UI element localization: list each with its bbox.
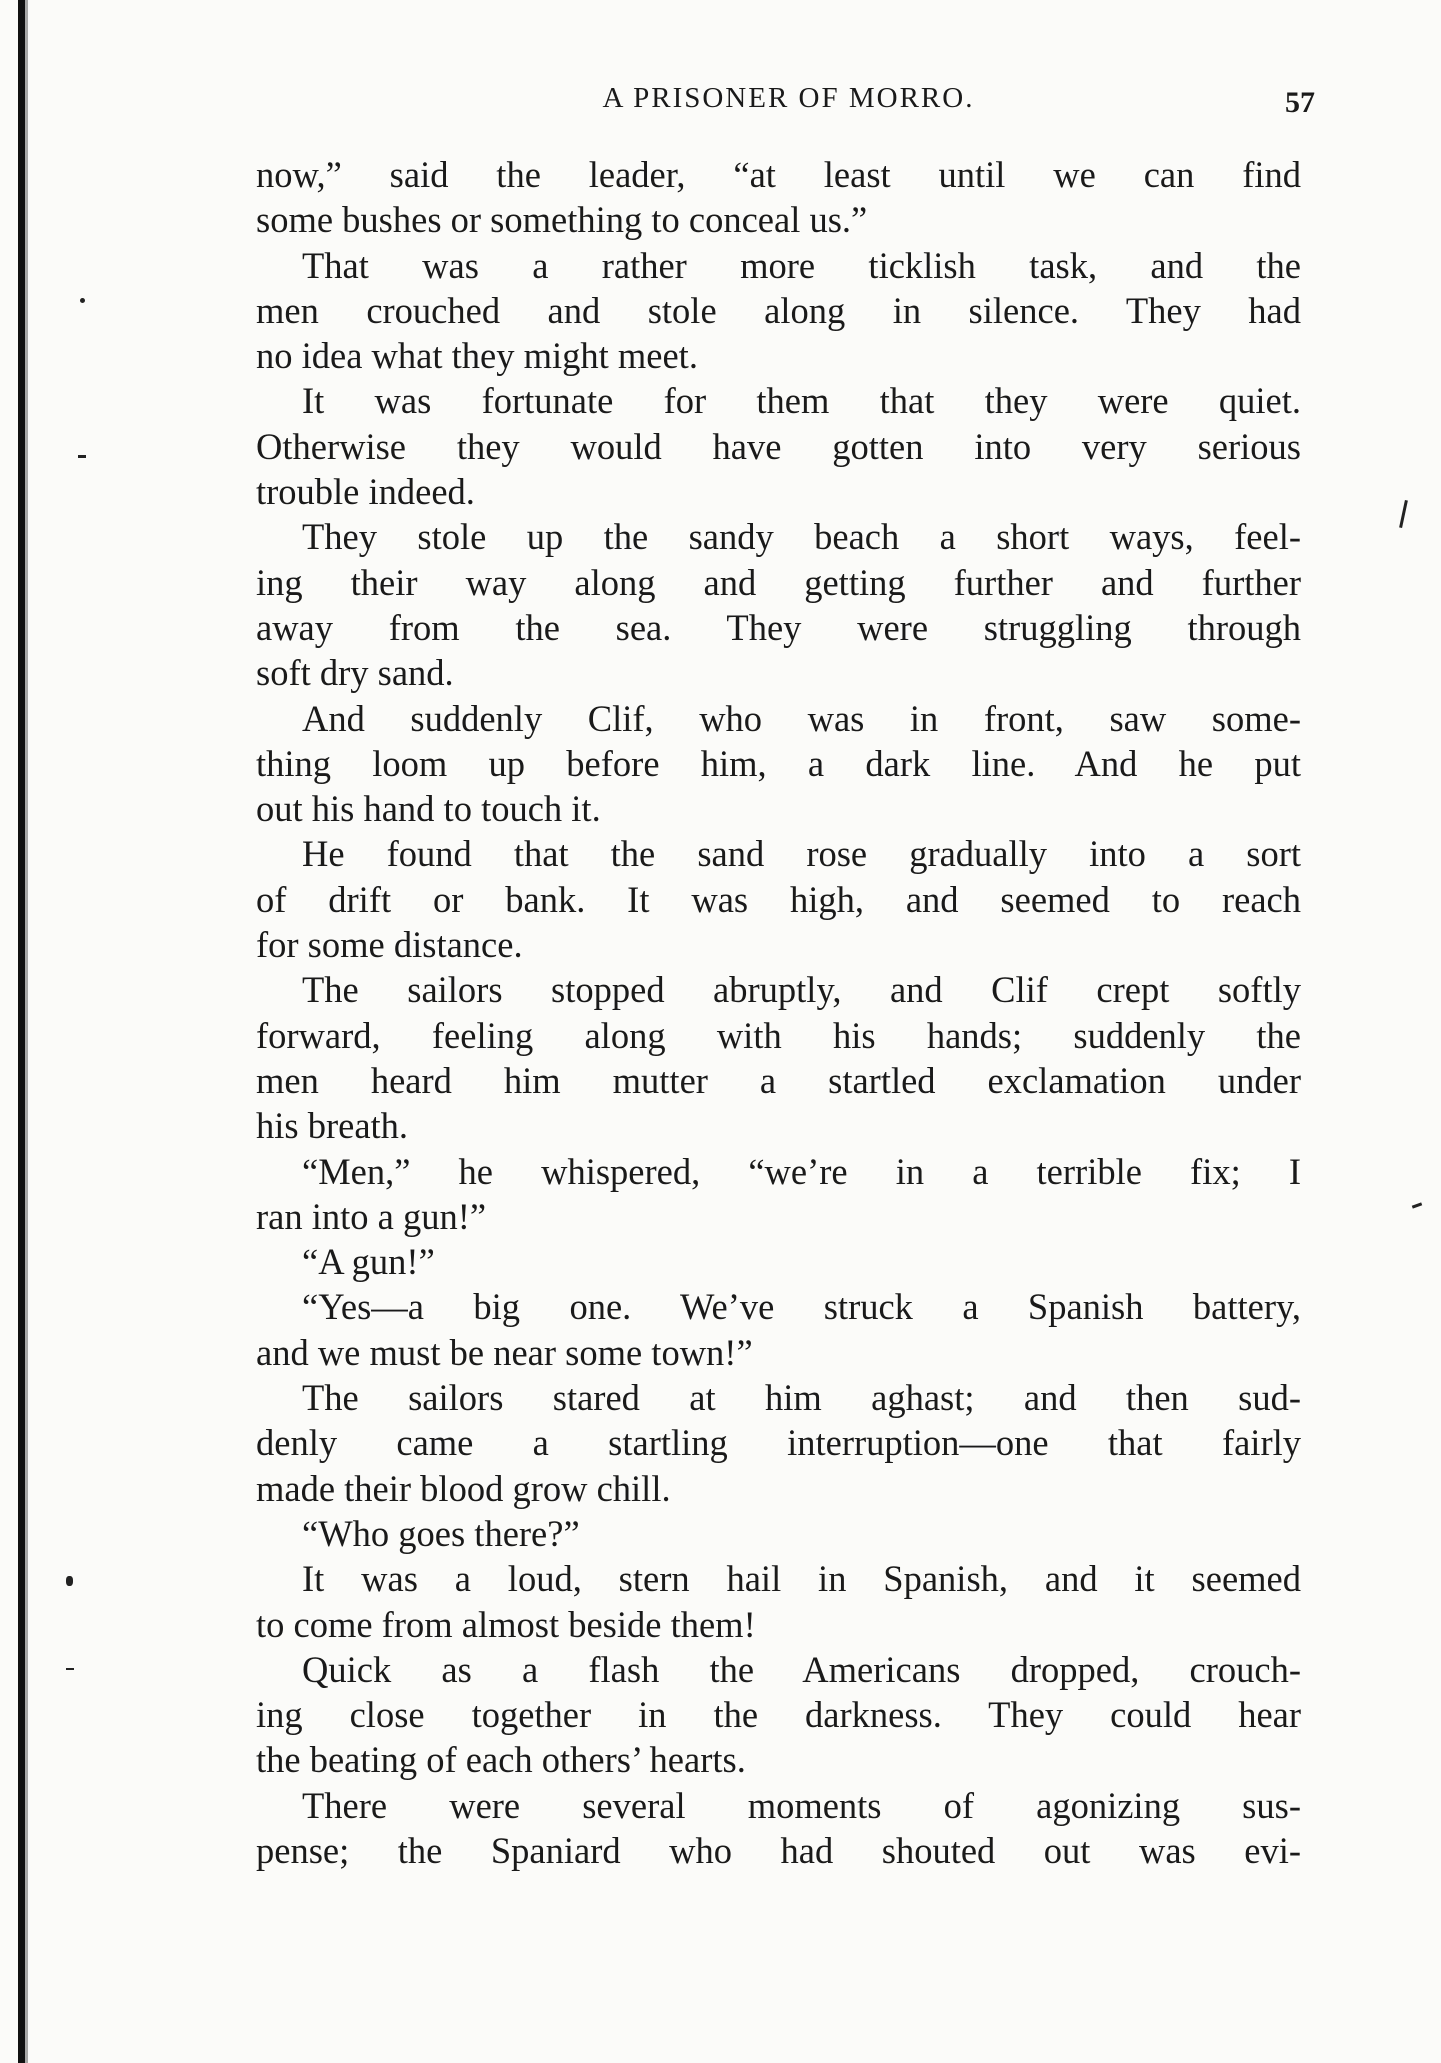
text-line: forward, feeling along with his hands; suddenly the [256, 1014, 1301, 1056]
text-line: And suddenly Clif, who was in front, saw some- [302, 697, 1301, 739]
text-line: some bushes or something to conceal us.” [256, 199, 868, 241]
text-line: Otherwise they would have gotten into very serious [256, 425, 1301, 467]
text-line: for some distance. [256, 924, 523, 966]
scan-speck [66, 1668, 74, 1670]
text-line: and we must be near some town!” [256, 1331, 753, 1373]
scan-speck [1412, 1202, 1422, 1208]
text-line: “Yes—a big one. We’ve struck a Spanish battery, [302, 1286, 1301, 1328]
text-line: “Men,” he whispered, “we’re in a terrible fix; I [302, 1150, 1301, 1192]
text-line: men crouched and stole along in silence. They had [256, 289, 1301, 331]
text-line: soft dry sand. [256, 652, 454, 694]
text-line: That was a rather more ticklish task, and the [302, 244, 1301, 286]
text-line: ing close together in the darkness. They could hear [256, 1694, 1301, 1736]
text-line: out his hand to touch it. [256, 788, 601, 830]
text-line: made their blood grow chill. [256, 1467, 671, 1509]
text-line: There were several moments of agonizing sus- [302, 1784, 1301, 1826]
text-line: of drift or bank. It was high, and seemed to reach [256, 878, 1301, 920]
text-line: pense; the Spaniard who had shouted out was evi- [256, 1829, 1301, 1871]
text-line: men heard him mutter a startled exclamation under [256, 1059, 1301, 1101]
text-line: Quick as a flash the Americans dropped, crouch- [302, 1648, 1301, 1690]
text-line: now,” said the leader, “at least until we can find [256, 154, 1301, 195]
text-line: ing their way along and getting further and further [256, 561, 1301, 603]
text-line: It was a loud, stern hail in Spanish, and it seemed [302, 1558, 1301, 1600]
text-line: the beating of each others’ hearts. [256, 1739, 746, 1781]
text-line: “Who goes there?” [302, 1512, 580, 1554]
text-line: The sailors stared at him aghast; and then sud- [302, 1377, 1301, 1419]
text-line: his breath. [256, 1105, 409, 1147]
book-spine-shadow [25, 0, 28, 2063]
page-number: 57 [1285, 86, 1315, 119]
text-line: to come from almost beside them! [256, 1603, 756, 1645]
text-line: “A gun!” [302, 1241, 435, 1283]
scan-speck [80, 298, 85, 303]
text-line: It was fortunate for them that they were quiet. [302, 380, 1301, 422]
text-line: away from the sea. They were struggling through [256, 606, 1301, 648]
text-line: trouble indeed. [256, 471, 475, 513]
book-spine-edge [18, 0, 25, 2063]
running-title: A PRISONER OF MORRO. [602, 82, 975, 114]
text-line: denly came a startling interruption—one that fairly [256, 1422, 1301, 1464]
page-header [256, 76, 1321, 126]
text-line: The sailors stopped abruptly, and Clif crept softly [302, 969, 1301, 1011]
text-line: thing loom up before him, a dark line. And he put [256, 742, 1301, 784]
scan-speck [78, 455, 86, 458]
text-line: ran into a gun!” [256, 1195, 487, 1237]
body-text [256, 152, 1301, 1873]
text-line: He found that the sand rose gradually into a sort [302, 833, 1301, 875]
text-line: They stole up the sandy beach a short ways, feel- [302, 516, 1301, 558]
scan-speck [1399, 500, 1408, 528]
scan-speck [66, 1576, 73, 1586]
text-line: no idea what they might meet. [256, 335, 698, 377]
